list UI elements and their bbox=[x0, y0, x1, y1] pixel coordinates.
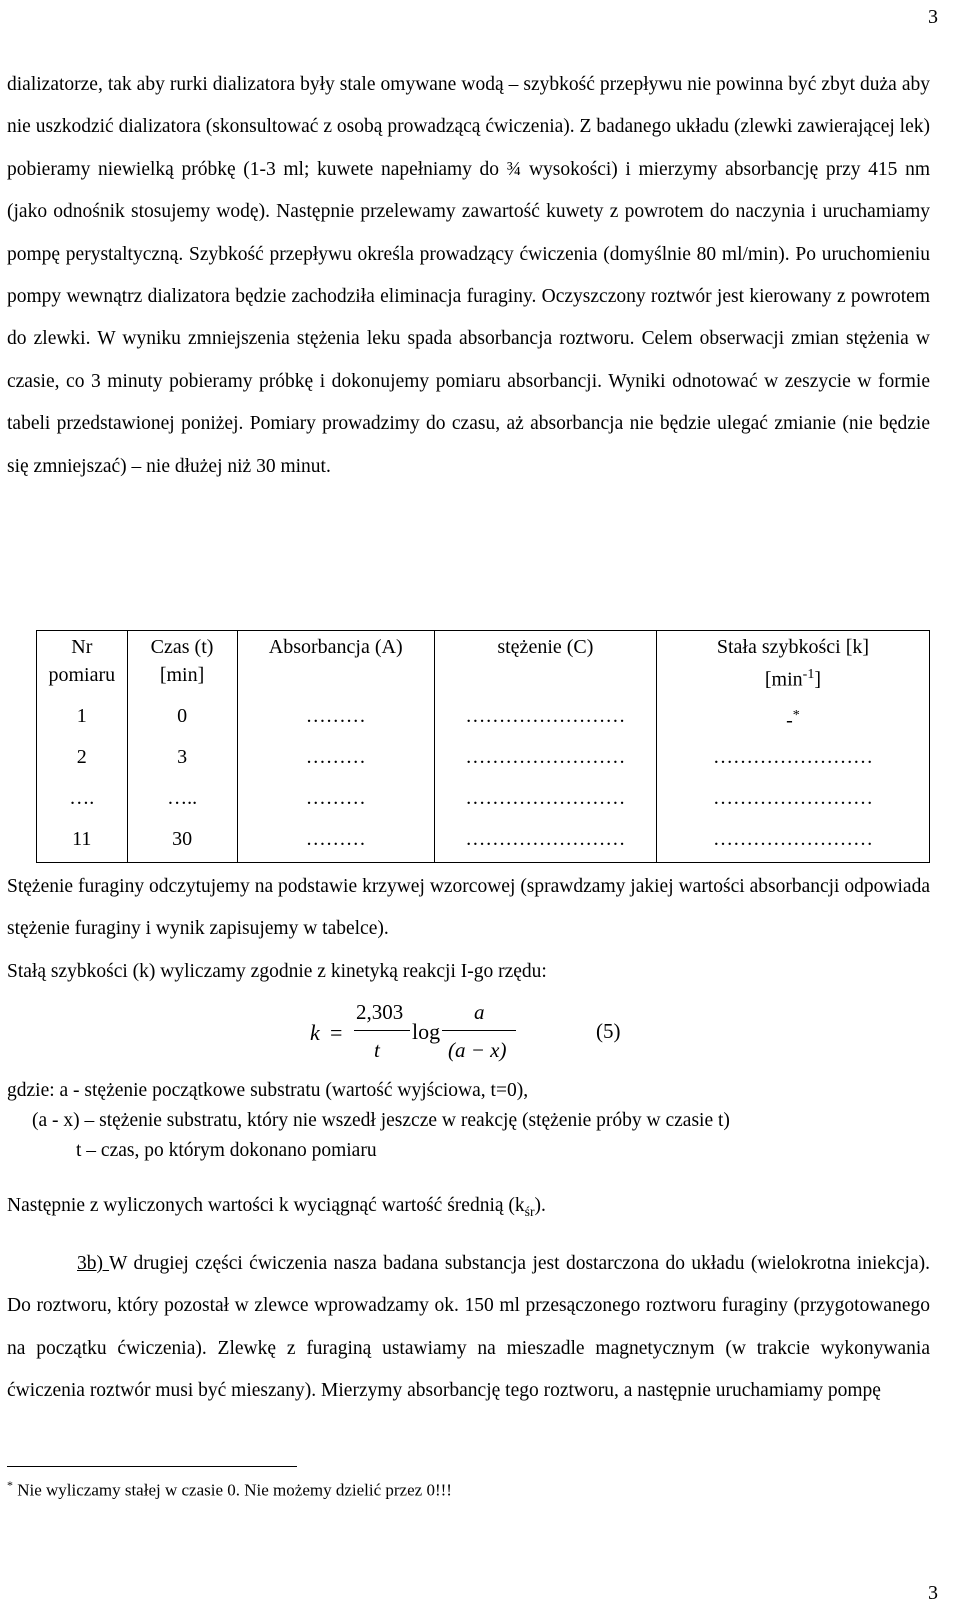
definition-a: gdzie: a - stężenie początkowe substratu (wartość wyjściowa, t=0), bbox=[7, 1080, 529, 1101]
table-row: …. ….. ……… …………………… …………………… bbox=[37, 783, 930, 824]
results-table bbox=[36, 630, 930, 863]
formula-k: k bbox=[310, 1020, 320, 1045]
formula-log-numerator: a bbox=[474, 1000, 485, 1024]
header-stezenie: stężenie (C) bbox=[434, 631, 656, 702]
formula-log-denominator: (a − x) bbox=[448, 1038, 507, 1062]
footnote-marker: * bbox=[792, 708, 800, 723]
definition-a-x: (a - x) – stężenie substratu, który nie wszedł jeszcze w reakcję (stężenie próby w czasie t) bbox=[32, 1110, 730, 1131]
definition-t: t – czas, po którym dokonano pomiaru bbox=[76, 1140, 377, 1161]
formula-number: (5) bbox=[596, 1019, 621, 1043]
table-row: 2 3 ……… …………………… …………………… bbox=[37, 742, 930, 783]
formula-numerator: 2,303 bbox=[356, 1000, 404, 1024]
table-row: 1 0 ……… …………………… -* bbox=[37, 701, 930, 742]
header-czas: Czas (t) [min] bbox=[127, 631, 237, 702]
header-nr: Nr pomiaru bbox=[37, 631, 128, 702]
table-row: 11 30 ……… …………………… …………………… bbox=[37, 824, 930, 863]
section-3b-label: 3b) bbox=[77, 1253, 110, 1274]
formula-log-fraction-bar bbox=[442, 1030, 516, 1031]
mean-sentence: Następnie z wyliczonych wartości k wyciągnąć wartość średnią $(k_{śr})$. bbox=[7, 1195, 546, 1219]
header-absorbancja: Absorbancja (A) bbox=[237, 631, 434, 702]
concentration-paragraph: Stężenie furaginy odczytujemy na podstawie krzywej wzorcowej (sprawdzamy jakiej wartości absorbancji odpowiada stężenie furaginy i wynik zapisujemy w tabelce). bbox=[7, 876, 930, 940]
formula-denominator: t bbox=[374, 1038, 380, 1062]
formula-log: log bbox=[412, 1019, 441, 1044]
page-number-bottom: 3 bbox=[928, 1582, 938, 1604]
section-3b-paragraph: 3b) W drugiej części ćwiczenia nasza badana substancja jest dostarczona do układu (wielokrotna iniekcja). Do roztworu, który pozostał w zlewce wprowadzamy ok. 150 ml przesączonego roztworu furaginy (przygotowanego na początku ćwiczenia). Zlewkę z furaginą ustawiamy na mieszadle magnetycznym (w trakcie wykonywania ćwiczenia roztwór musi być mieszany). Mierzymy absorbancję tego roztworu, a następnie uruchamiamy pompę bbox=[7, 1253, 930, 1402]
footnote: * Nie wyliczamy stałej w czasie 0. Nie możemy dzielić przez 0!!! bbox=[7, 1478, 452, 1500]
header-stala: Stała szybkości [k] $[\min^{-1}]$ bbox=[656, 631, 929, 702]
footnote-divider bbox=[7, 1466, 297, 1467]
intro-paragraph: dializatorze, tak aby rurki dializatora były stale omywane wodą – szybkość przepływu nie powinna być zbyt duża aby nie uszkodzić dializatora (skonsultować z osobą prowadzącą ćwiczenia). Z badanego układu (zlewki zawierającej lek) pobieramy niewielką próbkę (1-3 ml; kuwete napełniamy do ¾ wysokości) i mierzymy absorbancję przy 415 nm (jako odnośnik stosujemy wodę). Następnie przelewamy zawartość kuwety z powrotem do naczynia i uruchamiamy pompę perystaltyczną. Szybkość przepływu określa prowadzący ćwiczenia (domyślnie 80 ml/min). Po uruchomieniu pompy wewnątrz dializatora będzie zachodziła eliminacja furaginy. Oczyszczony roztwór jest kierowany z powrotem do zlewki. W wyniku zmniejszenia stężenia leku spada absorbancja roztworu. Celem obserwacji zmian stężenia w czasie, co 3 minuty pobieramy próbkę i dokonujemy pomiaru absorbancji. Wyniki odnotować w zeszycie w formie tabeli przedstawionej poniżej. Pomiary prowadzimy do czasu, aż absorbancja nie będzie ulegać zmianie (nie będzie się zmniejszać) – nie dłużej niż 30 minut. bbox=[7, 74, 930, 477]
formula-fraction-bar bbox=[354, 1030, 410, 1031]
table-header-row bbox=[37, 631, 930, 702]
page-number-top: 3 bbox=[928, 6, 938, 28]
formula-equals: = bbox=[330, 1020, 343, 1045]
rate-intro: Stałą szybkości (k) wyliczamy zgodnie z kinetyką reakcji I-go rzędu: bbox=[7, 961, 547, 982]
